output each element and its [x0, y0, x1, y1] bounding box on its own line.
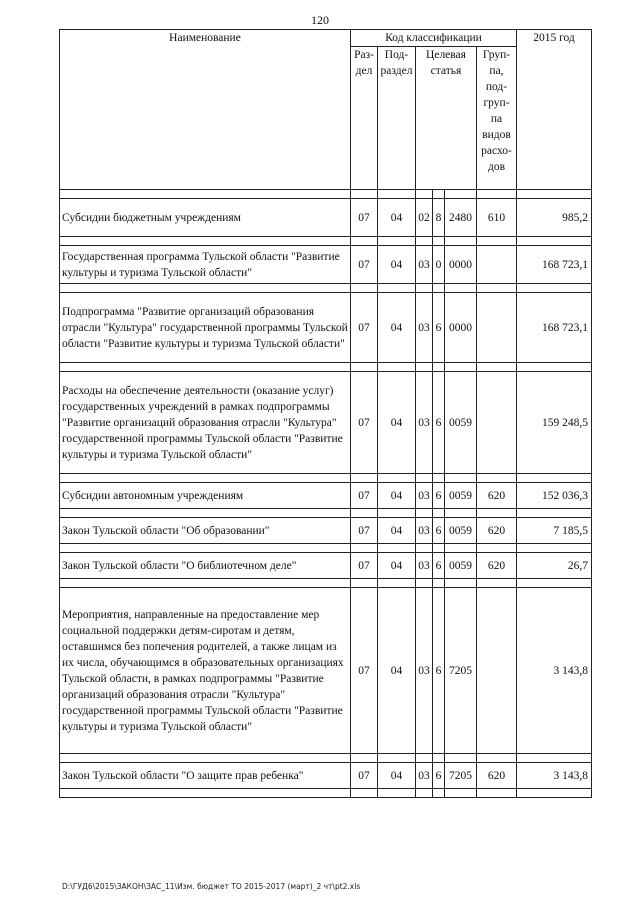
row-spacer [60, 284, 592, 293]
table-row [60, 588, 592, 754]
table-row [60, 553, 592, 579]
row-cs1: 03 [416, 518, 433, 544]
row-spacer [60, 579, 592, 588]
header-celevaya: Целевая статья [416, 47, 477, 190]
row-razdel: 07 [351, 553, 378, 579]
row-amount: 3 143,8 [517, 763, 592, 789]
table-row [60, 372, 592, 474]
row-cs1: 03 [416, 553, 433, 579]
row-podrazdel: 04 [378, 588, 416, 754]
row-podrazdel: 04 [378, 293, 416, 363]
row-amount: 26,7 [517, 553, 592, 579]
row-cs2: 6 [433, 518, 445, 544]
row-cs2: 6 [433, 293, 445, 363]
row-cs1: 03 [416, 763, 433, 789]
row-cs3: 0059 [445, 518, 477, 544]
row-spacer [60, 509, 592, 518]
row-name: Субсидии автономным учреждениям [60, 483, 351, 509]
row-name: Расходы на обеспечение деятельности (оказание услуг) государственных учреждений в рамках подпрограммы "Развитие организаций образования отрасли "Культура" государственной программы Тульской области "Развитие культуры и туризма Тульской области" [60, 372, 351, 474]
table-row [60, 293, 592, 363]
row-spacer [60, 544, 592, 553]
row-cs2: 6 [433, 553, 445, 579]
row-name: Подпрограмма "Развитие организаций образования отрасли "Культура" государственной программы Тульской области "Развитие культуры и туризма Тульской области" [60, 293, 351, 363]
row-vr [477, 588, 517, 754]
row-podrazdel: 04 [378, 553, 416, 579]
row-name: Закон Тульской области "Об образовании" [60, 518, 351, 544]
row-vr: 610 [477, 199, 517, 237]
table-row [60, 518, 592, 544]
row-amount: 3 143,8 [517, 588, 592, 754]
row-spacer [60, 363, 592, 372]
row-vr [477, 293, 517, 363]
row-amount: 159 248,5 [517, 372, 592, 474]
header-razdel: Раз-дел [351, 47, 378, 190]
row-cs1: 03 [416, 588, 433, 754]
row-vr: 620 [477, 553, 517, 579]
table-row [60, 483, 592, 509]
row-amount: 7 185,5 [517, 518, 592, 544]
page-number: 120 [311, 13, 329, 27]
row-cs1: 03 [416, 246, 433, 284]
row-cs3: 7205 [445, 763, 477, 789]
table-row [60, 199, 592, 237]
header-podrazdel: Под-раздел [378, 47, 416, 190]
row-cs3: 2480 [445, 199, 477, 237]
row-razdel: 07 [351, 518, 378, 544]
budget-table [59, 29, 592, 798]
row-cs2: 6 [433, 483, 445, 509]
header-code: Код классификации [351, 30, 517, 47]
row-podrazdel: 04 [378, 372, 416, 474]
row-cs1: 03 [416, 483, 433, 509]
row-cs3: 0059 [445, 483, 477, 509]
row-cs3: 0000 [445, 293, 477, 363]
row-razdel: 07 [351, 763, 378, 789]
row-podrazdel: 04 [378, 199, 416, 237]
row-amount: 168 723,1 [517, 293, 592, 363]
row-razdel: 07 [351, 293, 378, 363]
row-vr: 620 [477, 518, 517, 544]
row-spacer [60, 474, 592, 483]
row-razdel: 07 [351, 483, 378, 509]
row-spacer [60, 754, 592, 763]
file-path-footer: D:\ГУД6\2015\ЗАКОН\ЗАС_11\Изм. бюджет ТО 2015-2017 (март)_2 чт\pt2.xls [62, 882, 361, 891]
row-name: Субсидии бюджетным учреждениям [60, 199, 351, 237]
row-podrazdel: 04 [378, 763, 416, 789]
row-cs2: 6 [433, 372, 445, 474]
row-vr [477, 246, 517, 284]
row-vr: 620 [477, 763, 517, 789]
row-cs1: 02 [416, 199, 433, 237]
table-row [60, 246, 592, 284]
row-cs2: 0 [433, 246, 445, 284]
row-spacer [60, 789, 592, 798]
row-podrazdel: 04 [378, 483, 416, 509]
header-year: 2015 год [517, 30, 592, 190]
row-razdel: 07 [351, 588, 378, 754]
table-body [60, 190, 592, 798]
row-podrazdel: 04 [378, 518, 416, 544]
row-podrazdel: 04 [378, 246, 416, 284]
row-vr: 620 [477, 483, 517, 509]
table-row [60, 763, 592, 789]
row-name: Закон Тульской области "О защите прав ребенка" [60, 763, 351, 789]
row-cs1: 03 [416, 372, 433, 474]
row-cs2: 6 [433, 588, 445, 754]
header-gruppa: Груп-па, под-груп-па видов расхо-дов [477, 47, 517, 190]
row-cs3: 0059 [445, 553, 477, 579]
row-vr [477, 372, 517, 474]
row-cs3: 0059 [445, 372, 477, 474]
row-razdel: 07 [351, 372, 378, 474]
row-name: Мероприятия, направленные на предоставление мер социальной поддержки детям-сиротам и детям, оставшимся без попечения родителей, а также лицам из их числа, обучающимся в образовательных организациях Тульской области, в рамках подпрограммы "Развитие организаций образования отрасли "Культура" государственной программы Тульской области "Развитие культуры и туризма Тульской области" [60, 588, 351, 754]
row-name: Государственная программа Тульской области "Развитие культуры и туризма Тульской области" [60, 246, 351, 284]
row-amount: 152 036,3 [517, 483, 592, 509]
row-razdel: 07 [351, 199, 378, 237]
row-amount: 985,2 [517, 199, 592, 237]
row-cs3: 0000 [445, 246, 477, 284]
row-cs3: 7205 [445, 588, 477, 754]
row-cs1: 03 [416, 293, 433, 363]
row-cs2: 6 [433, 763, 445, 789]
row-spacer [60, 190, 592, 199]
row-amount: 168 723,1 [517, 246, 592, 284]
row-spacer [60, 237, 592, 246]
row-razdel: 07 [351, 246, 378, 284]
row-cs2: 8 [433, 199, 445, 237]
row-name: Закон Тульской области "О библиотечном деле" [60, 553, 351, 579]
header-name: Наименование [60, 30, 351, 190]
